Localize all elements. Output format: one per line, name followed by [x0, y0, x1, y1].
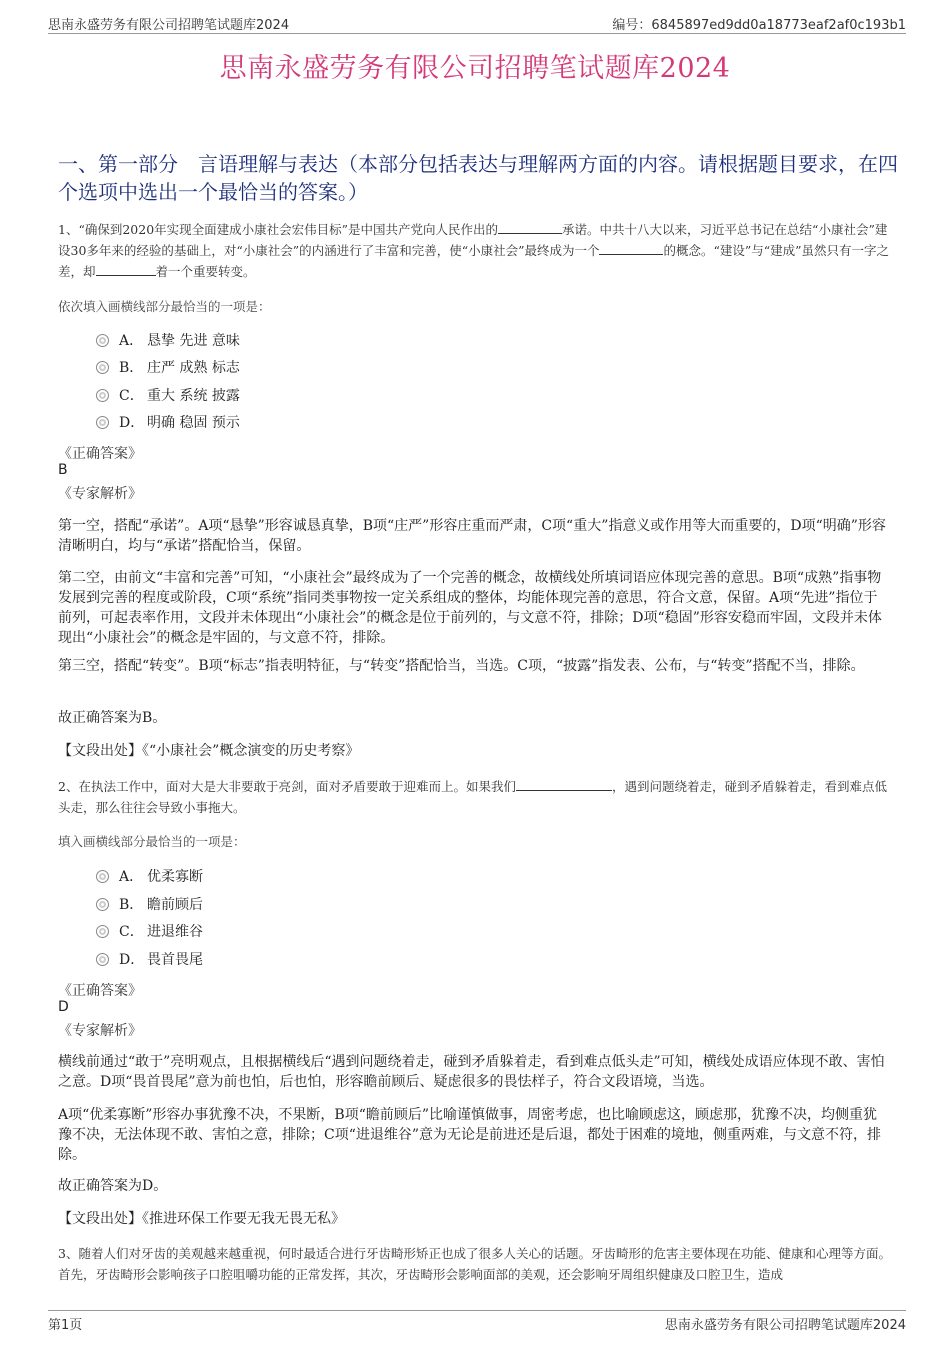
- q2-source: 【文段出处】《推进环保工作要无我无畏无私》: [58, 1211, 345, 1227]
- footer-right: 思南永盛劳务有限公司招聘笔试题库2024: [664, 1318, 906, 1333]
- radio-icon[interactable]: [96, 334, 109, 347]
- q1-conclusion: 故正确答案为B。: [58, 710, 167, 726]
- q2-analysis-label: 《专家解析》: [58, 1023, 142, 1039]
- header-left: 思南永盛劳务有限公司招聘笔试题库2024: [48, 18, 290, 33]
- radio-icon[interactable]: [96, 925, 109, 938]
- radio-icon[interactable]: [96, 389, 109, 402]
- header-divider: [48, 33, 906, 34]
- q1-option-b[interactable]: B． 庄严 成熟 标志: [96, 357, 240, 377]
- q2-answer: D: [58, 999, 69, 1015]
- q1-analysis-3: 第三空，搭配“转变”。B项“标志”指表明特征，与“转变”搭配恰当，当选。C项，“披露”指发表、公布，与“转变”搭配不当，排除。: [58, 658, 865, 674]
- q2-conclusion: 故正确答案为D。: [58, 1178, 168, 1194]
- q1-analysis-2: 第二空，由前文“丰富和完善”可知，“小康社会”最终成为了一个完善的概念，故横线处所填词语应体现完善的意思。B项“成熟”指事物发展到完善的程度或阶段，C项“系统”指同类事物按一定关系组成的整体，均能体现完善的意思，符合文意，保留。A项“先进”指位于前列，可起表率作用，文段并未体现出“小康社会”的概念是位于前列的，与文意不符，排除；D项“稳固”形容安稳而牢固，文段并未体现出“小康社会”的概念是牢固的，与文意不符，排除。: [58, 570, 882, 646]
- q1-answer: B: [58, 462, 68, 478]
- q1-part-4: 着一个重要转变。: [155, 264, 256, 279]
- q1-part-1: 1、“确保到2020年实现全面建成小康社会宏伟目标”是中国共产党向人民作出的: [58, 222, 499, 237]
- question-3-text: 3、随着人们对牙齿的美观越来越重视，何时最适合进行牙齿畸形矫正也成了很多人关心的话题。牙齿畸形的危害主要体现在功能、健康和心理等方面。首先，牙齿畸形会影响孩子口腔咀嚼功能的正常发挥，其次，牙齿畸形会影响面部的美观，还会影响牙周组织健康及口腔卫生，造成: [58, 1246, 891, 1282]
- radio-icon[interactable]: [96, 416, 109, 429]
- q1-option-d[interactable]: D． 明确 稳固 预示: [96, 412, 240, 432]
- q1-blank-3: [96, 263, 156, 276]
- q1-blank-1: [498, 221, 562, 234]
- q1-source: 【文段出处】《“小康社会”概念演变的历史考察》: [58, 743, 360, 759]
- q1-option-a[interactable]: A． 恳挚 先进 意味: [96, 330, 240, 350]
- question-1-text: [58, 219, 898, 282]
- q1-part-2: 承诺。中共十八大以来，习近平总书记在总结“小康社会”建设30多年来的经验的基础上，对“小康社会”的内涵进行了丰富和完善，使“小康社会”最终成为一个: [58, 222, 888, 258]
- radio-icon[interactable]: [96, 870, 109, 883]
- radio-icon[interactable]: [96, 898, 109, 911]
- page-title: 思南永盛劳务有限公司招聘笔试题库2024: [219, 53, 731, 84]
- q2-part-1: 2、在执法工作中，面对大是大非要敢于亮剑，面对矛盾要敢于迎难而上。如果我们: [58, 779, 516, 794]
- q2-blank: [516, 778, 612, 791]
- q2-option-b[interactable]: B． 瞻前顾后: [96, 894, 203, 914]
- radio-icon[interactable]: [96, 361, 109, 374]
- q1-part-3: 的概念。“建设”与“建成”虽然只有一字之差，却: [58, 243, 890, 279]
- q2-option-c[interactable]: C． 进退维谷: [96, 921, 203, 941]
- question-2-text: [58, 776, 898, 818]
- q2-analysis-2: A项“优柔寡断”形容办事犹豫不决，不果断，B项“瞻前顾后”比喻谨慎做事，周密考虑，也比喻顾虑这，顾虑那，犹豫不决，均侧重犹豫不决，无法体现不敢、害怕之意，排除；C项“进退维谷”意为无论是前进还是后退，都处于困难的境地，侧重两难，与文意不符，排除。: [58, 1107, 882, 1163]
- q1-analysis-1: 第一空，搭配“承诺”。A项“恳挚”形容诚恳真挚，B项“庄严”形容庄重而严肃，C项“重大”指意义或作用等大而重要的，D项“明确”形容清晰明白，均与“承诺”搭配恰当，保留。: [58, 518, 886, 554]
- q1-option-c[interactable]: C． 重大 系统 披露: [96, 385, 240, 405]
- header-document-id: 编号：6845897ed9dd0a18773eaf2af0c193b1: [612, 18, 906, 33]
- q1-answer-label: 《正确答案》: [58, 446, 142, 462]
- footer-divider: [48, 1310, 906, 1311]
- page-number: 第1页: [48, 1318, 83, 1333]
- q2-instruction: 填入画横线部分最恰当的一项是：: [58, 834, 246, 849]
- q1-blank-2: [599, 242, 663, 255]
- radio-icon[interactable]: [96, 953, 109, 966]
- q2-part-2: ，遇到问题绕着走，碰到矛盾躲着走，看到难点低头走，那么往往会导致小事拖大。: [58, 779, 887, 815]
- q2-analysis-1: 横线前通过“敢于”亮明观点，且根据横线后“遇到问题绕着走，碰到矛盾躲着走，看到难点低头走”可知，横线处成语应体现不敢、害怕之意。D项“畏首畏尾”意为前也怕，后也怕，形容瞻前顾后、疑虑很多的畏怯样子，符合文段语境，当选。: [58, 1054, 885, 1090]
- q2-option-a[interactable]: A． 优柔寡断: [96, 866, 203, 886]
- q2-answer-label: 《正确答案》: [58, 983, 142, 999]
- section-heading: 一、第一部分 言语理解与表达（本部分包括表达与理解两方面的内容。请根据题目要求，在四个选项中选出一个最恰当的答案。）: [58, 152, 898, 204]
- q1-analysis-label: 《专家解析》: [58, 486, 142, 502]
- q2-option-d[interactable]: D． 畏首畏尾: [96, 949, 203, 969]
- q1-instruction: 依次填入画横线部分最恰当的一项是：: [58, 299, 271, 314]
